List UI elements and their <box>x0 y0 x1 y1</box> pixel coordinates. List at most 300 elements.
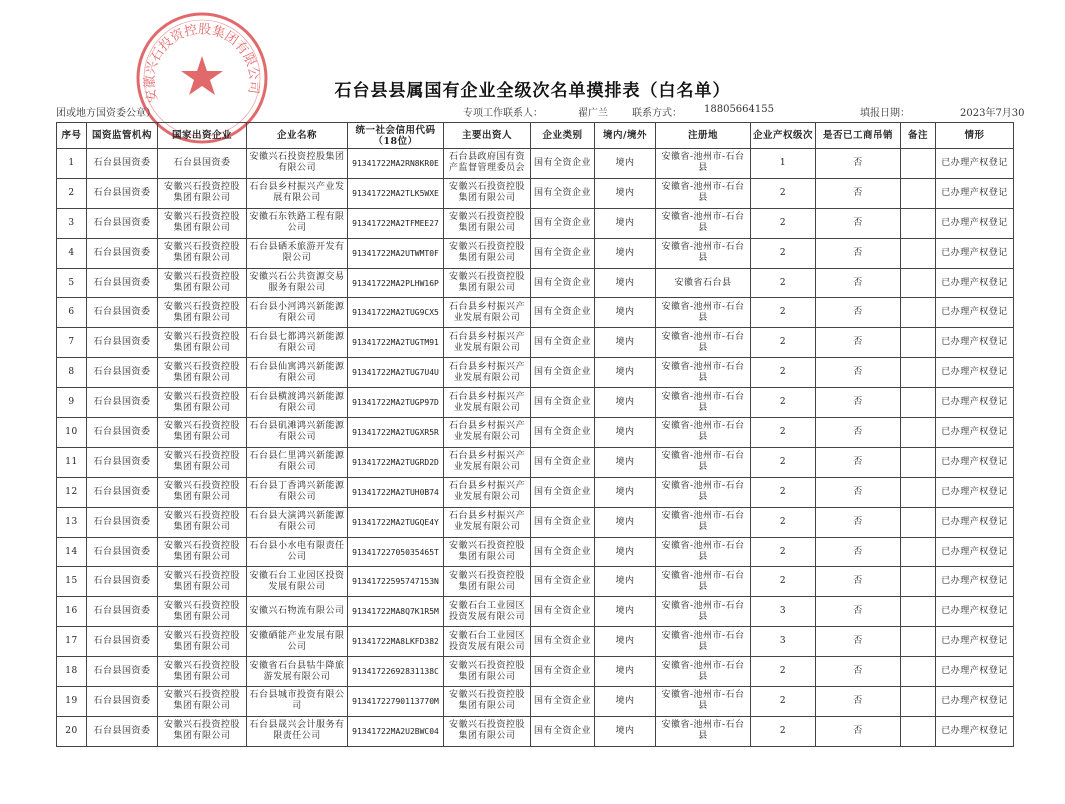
cell-ownership-level: 2 <box>751 298 816 328</box>
cell-status: 已办理产权登记 <box>936 358 1014 388</box>
header-supervisor: 国资监管机构 <box>87 123 158 149</box>
cell-supervisor: 石台县国资委 <box>87 657 158 687</box>
cell-supervisor: 石台县国资委 <box>87 627 158 657</box>
enterprise-table <box>56 122 1014 747</box>
table-row <box>57 418 1014 448</box>
cell-enterprise-name: 石台县丁香鸿兴新能源有限公司 <box>247 477 348 507</box>
cell-enterprise-name: 安徽石台工业园区投资发展有限公司 <box>247 567 348 597</box>
cell-enterprise-type: 国有全资企业 <box>531 298 595 328</box>
cell-enterprise-name: 石台县乡村振兴产业发展有限公司 <box>247 178 348 208</box>
cell-status: 已办理产权登记 <box>936 388 1014 418</box>
cell-enterprise-name: 安徽硒能产业发展有限公司 <box>247 627 348 657</box>
cell-status: 已办理产权登记 <box>936 597 1014 627</box>
cell-revoked: 否 <box>816 447 901 477</box>
cell-enterprise-type: 国有全资企业 <box>531 477 595 507</box>
cell-main-investor: 安徽兴石投资控股集团有限公司 <box>444 178 531 208</box>
cell-enterprise-type: 国有全资企业 <box>531 597 595 627</box>
cell-domestic-overseas: 境内 <box>595 238 656 268</box>
cell-supervisor: 石台县国资委 <box>87 358 158 388</box>
cell-supervisor: 石台县国资委 <box>87 597 158 627</box>
header-status: 情形 <box>936 123 1014 149</box>
cell-status: 已办理产权登记 <box>936 627 1014 657</box>
table-row <box>57 657 1014 687</box>
cell-index: 2 <box>57 178 87 208</box>
cell-main-investor: 安徽兴石投资控股集团有限公司 <box>444 716 531 746</box>
cell-revoked: 否 <box>816 537 901 567</box>
table-row <box>57 477 1014 507</box>
cell-supervisor: 石台县国资委 <box>87 208 158 238</box>
cell-enterprise-type: 国有全资企业 <box>531 657 595 687</box>
cell-status: 已办理产权登记 <box>936 507 1014 537</box>
cell-index: 18 <box>57 657 87 687</box>
cell-enterprise-name: 石台县晟兴会计服务有限责任公司 <box>247 716 348 746</box>
cell-remarks <box>901 178 936 208</box>
cell-domestic-overseas: 境内 <box>595 657 656 687</box>
cell-revoked: 否 <box>816 687 901 717</box>
cell-investing-enterprise: 安徽兴石投资控股集团有限公司 <box>158 208 247 238</box>
phone-label: 联系方式： <box>632 108 682 119</box>
cell-credit-code: 91341722MA2TUGXR5R <box>348 418 444 448</box>
cell-credit-code: 91341722MA2TUG9CX5 <box>348 298 444 328</box>
cell-revoked: 否 <box>816 418 901 448</box>
cell-revoked: 否 <box>816 268 901 298</box>
cell-credit-code: 91341722MA2PLHW16P <box>348 268 444 298</box>
cell-investing-enterprise: 安徽兴石投资控股集团有限公司 <box>158 567 247 597</box>
report-date: 2023年7月30 <box>960 108 1025 119</box>
cell-registered-address: 安徽省-池州市-石台县 <box>656 567 751 597</box>
table-row <box>57 149 1014 179</box>
cell-investing-enterprise: 安徽兴石投资控股集团有限公司 <box>158 238 247 268</box>
header-credit-code: 统一社会信用代码（18位） <box>348 123 444 149</box>
cell-status: 已办理产权登记 <box>936 687 1014 717</box>
table-row <box>57 178 1014 208</box>
cell-revoked: 否 <box>816 298 901 328</box>
cell-credit-code: 91341722595747153N <box>348 567 444 597</box>
cell-status: 已办理产权登记 <box>936 418 1014 448</box>
cell-enterprise-type: 国有全资企业 <box>531 507 595 537</box>
cell-main-investor: 石台县乡村振兴产业发展有限公司 <box>444 447 531 477</box>
cell-ownership-level: 2 <box>751 507 816 537</box>
cell-main-investor: 石台县乡村振兴产业发展有限公司 <box>444 418 531 448</box>
header-ownership-level: 企业产权级次 <box>751 123 816 149</box>
cell-domestic-overseas: 境内 <box>595 388 656 418</box>
cell-registered-address: 安徽省-池州市-石台县 <box>656 298 751 328</box>
cell-registered-address: 安徽省-池州市-石台县 <box>656 716 751 746</box>
cell-domestic-overseas: 境内 <box>595 149 656 179</box>
cell-domestic-overseas: 境内 <box>595 328 656 358</box>
cell-investing-enterprise: 安徽兴石投资控股集团有限公司 <box>158 298 247 328</box>
cell-domestic-overseas: 境内 <box>595 268 656 298</box>
cell-status: 已办理产权登记 <box>936 238 1014 268</box>
cell-credit-code: 91341722MA2TUGP97D <box>348 388 444 418</box>
cell-ownership-level: 2 <box>751 537 816 567</box>
table-row <box>57 238 1014 268</box>
cell-remarks <box>901 687 936 717</box>
page-title: 石台县县属国有企业全级次名单摸排表（白名单） <box>334 81 731 101</box>
cell-main-investor: 石台县政府国有资产监督管理委员会 <box>444 149 531 179</box>
cell-domestic-overseas: 境内 <box>595 627 656 657</box>
cell-enterprise-type: 国有全资企业 <box>531 627 595 657</box>
cell-enterprise-type: 国有全资企业 <box>531 537 595 567</box>
cell-enterprise-type: 国有全资企业 <box>531 447 595 477</box>
cell-investing-enterprise: 安徽兴石投资控股集团有限公司 <box>158 178 247 208</box>
cell-registered-address: 安徽省-池州市-石台县 <box>656 597 751 627</box>
cell-domestic-overseas: 境内 <box>595 298 656 328</box>
cell-status: 已办理产权登记 <box>936 268 1014 298</box>
cell-remarks <box>901 447 936 477</box>
cell-enterprise-type: 国有全资企业 <box>531 238 595 268</box>
cell-credit-code: 91341722MA2TUH0B74 <box>348 477 444 507</box>
cell-credit-code: 91341722MA2TFMEE27 <box>348 208 444 238</box>
cell-credit-code: 913417227050354​65T <box>348 537 444 567</box>
cell-revoked: 否 <box>816 597 901 627</box>
cell-supervisor: 石台县国资委 <box>87 298 158 328</box>
cell-registered-address: 安徽省石台县 <box>656 268 751 298</box>
cell-supervisor: 石台县国资委 <box>87 447 158 477</box>
cell-domestic-overseas: 境内 <box>595 716 656 746</box>
header-index: 序号 <box>57 123 87 149</box>
cell-registered-address: 安徽省-池州市-石台县 <box>656 238 751 268</box>
cell-revoked: 否 <box>816 388 901 418</box>
cell-remarks <box>901 716 936 746</box>
cell-enterprise-name: 石台县矶滩鸿兴新能源有限公司 <box>247 418 348 448</box>
cell-credit-code: 91341722MA8Q7K1R5M <box>348 597 444 627</box>
cell-registered-address: 安徽省-池州市-石台县 <box>656 418 751 448</box>
cell-credit-code: 91341722692831138C <box>348 657 444 687</box>
org-seal-label: 团或地方国资委公章） <box>56 108 156 119</box>
cell-remarks <box>901 388 936 418</box>
table-header-row <box>57 123 1014 149</box>
cell-investing-enterprise: 安徽兴石投资控股集团有限公司 <box>158 477 247 507</box>
cell-main-investor: 石台县乡村振兴产业发展有限公司 <box>444 507 531 537</box>
cell-registered-address: 安徽省-池州市-石台县 <box>656 657 751 687</box>
cell-revoked: 否 <box>816 716 901 746</box>
cell-credit-code: 91341722MA2TUGRD2D <box>348 447 444 477</box>
cell-credit-code: 91341722790113770M <box>348 687 444 717</box>
cell-ownership-level: 2 <box>751 567 816 597</box>
cell-main-investor: 安徽兴石投资控股集团有限公司 <box>444 537 531 567</box>
cell-credit-code: 91341722MA8LKFD382 <box>348 627 444 657</box>
cell-registered-address: 安徽省-池州市-石台县 <box>656 208 751 238</box>
cell-registered-address: 安徽省-池州市-石台县 <box>656 328 751 358</box>
cell-revoked: 否 <box>816 627 901 657</box>
cell-credit-code: 91341722MA2TUG7U4U <box>348 358 444 388</box>
table-row <box>57 358 1014 388</box>
cell-investing-enterprise: 安徽兴石投资控股集团有限公司 <box>158 597 247 627</box>
svg-text:安徽兴石投资控股集团有限公司: 安徽兴石投资控股集团有限公司 <box>142 22 262 104</box>
cell-registered-address: 安徽省-池州市-石台县 <box>656 507 751 537</box>
cell-revoked: 否 <box>816 358 901 388</box>
cell-remarks <box>901 657 936 687</box>
cell-revoked: 否 <box>816 149 901 179</box>
cell-status: 已办理产权登记 <box>936 298 1014 328</box>
table-row <box>57 716 1014 746</box>
cell-enterprise-type: 国有全资企业 <box>531 149 595 179</box>
cell-domestic-overseas: 境内 <box>595 178 656 208</box>
cell-ownership-level: 2 <box>751 268 816 298</box>
cell-investing-enterprise: 安徽兴石投资控股集团有限公司 <box>158 537 247 567</box>
cell-revoked: 否 <box>816 178 901 208</box>
cell-enterprise-name: 石台县仁里鸿兴新能源有限公司 <box>247 447 348 477</box>
cell-main-investor: 安徽兴石投资控股集团有限公司 <box>444 567 531 597</box>
cell-status: 已办理产权登记 <box>936 537 1014 567</box>
cell-ownership-level: 2 <box>751 238 816 268</box>
cell-index: 15 <box>57 567 87 597</box>
cell-enterprise-name: 石台县横渡鸿兴新能源有限公司 <box>247 388 348 418</box>
cell-registered-address: 安徽省-池州市-石台县 <box>656 388 751 418</box>
table-row <box>57 388 1014 418</box>
cell-enterprise-type: 国有全资企业 <box>531 687 595 717</box>
cell-ownership-level: 1 <box>751 149 816 179</box>
cell-index: 12 <box>57 477 87 507</box>
table-row <box>57 328 1014 358</box>
cell-enterprise-type: 国有全资企业 <box>531 418 595 448</box>
cell-main-investor: 石台县乡村振兴产业发展有限公司 <box>444 388 531 418</box>
cell-enterprise-name: 安徽兴石物流有限公司 <box>247 597 348 627</box>
cell-ownership-level: 2 <box>751 328 816 358</box>
cell-revoked: 否 <box>816 238 901 268</box>
cell-index: 17 <box>57 627 87 657</box>
cell-remarks <box>901 597 936 627</box>
cell-investing-enterprise: 安徽兴石投资控股集团有限公司 <box>158 687 247 717</box>
cell-supervisor: 石台县国资委 <box>87 716 158 746</box>
cell-main-investor: 安徽兴石投资控股集团有限公司 <box>444 657 531 687</box>
cell-revoked: 否 <box>816 657 901 687</box>
table-row <box>57 208 1014 238</box>
cell-remarks <box>901 238 936 268</box>
cell-index: 5 <box>57 268 87 298</box>
cell-remarks <box>901 298 936 328</box>
cell-remarks <box>901 328 936 358</box>
cell-supervisor: 石台县国资委 <box>87 687 158 717</box>
cell-ownership-level: 2 <box>751 208 816 238</box>
cell-investing-enterprise: 安徽兴石投资控股集团有限公司 <box>158 268 247 298</box>
cell-supervisor: 石台县国资委 <box>87 328 158 358</box>
cell-index: 8 <box>57 358 87 388</box>
cell-supervisor: 石台县国资委 <box>87 178 158 208</box>
cell-credit-code: 91341722MA2U2BWC04 <box>348 716 444 746</box>
cell-revoked: 否 <box>816 567 901 597</box>
cell-ownership-level: 2 <box>751 716 816 746</box>
cell-index: 3 <box>57 208 87 238</box>
cell-index: 6 <box>57 298 87 328</box>
cell-enterprise-type: 国有全资企业 <box>531 567 595 597</box>
cell-remarks <box>901 477 936 507</box>
cell-enterprise-name: 石台县城市投资有限公司 <box>247 687 348 717</box>
cell-ownership-level: 2 <box>751 687 816 717</box>
cell-registered-address: 安徽省-池州市-石台县 <box>656 447 751 477</box>
cell-revoked: 否 <box>816 507 901 537</box>
cell-supervisor: 石台县国资委 <box>87 567 158 597</box>
cell-revoked: 否 <box>816 477 901 507</box>
cell-enterprise-name: 石台县小河鸿兴新能源有限公司 <box>247 298 348 328</box>
cell-ownership-level: 2 <box>751 447 816 477</box>
cell-enterprise-type: 国有全资企业 <box>531 268 595 298</box>
cell-main-investor: 石台县乡村振兴产业发展有限公司 <box>444 477 531 507</box>
cell-investing-enterprise: 安徽兴石投资控股集团有限公司 <box>158 358 247 388</box>
cell-remarks <box>901 537 936 567</box>
cell-investing-enterprise: 安徽兴石投资控股集团有限公司 <box>158 418 247 448</box>
cell-status: 已办理产权登记 <box>936 657 1014 687</box>
cell-remarks <box>901 418 936 448</box>
table-row <box>57 627 1014 657</box>
cell-supervisor: 石台县国资委 <box>87 238 158 268</box>
cell-supervisor: 石台县国资委 <box>87 149 158 179</box>
cell-status: 已办理产权登记 <box>936 716 1014 746</box>
header-main-investor: 主要出资人 <box>444 123 531 149</box>
contact-label: 专项工作联系人： <box>463 108 543 119</box>
cell-status: 已办理产权登记 <box>936 178 1014 208</box>
cell-domestic-overseas: 境内 <box>595 418 656 448</box>
cell-index: 9 <box>57 388 87 418</box>
table-row <box>57 537 1014 567</box>
cell-enterprise-name: 石台县小水电有限责任公司 <box>247 537 348 567</box>
cell-index: 10 <box>57 418 87 448</box>
cell-main-investor: 石台县乡村振兴产业发展有限公司 <box>444 328 531 358</box>
cell-index: 20 <box>57 716 87 746</box>
header-registered-address: 注册地 <box>656 123 751 149</box>
table-row <box>57 687 1014 717</box>
header-remarks: 备注 <box>901 123 936 149</box>
cell-investing-enterprise: 安徽兴石投资控股集团有限公司 <box>158 507 247 537</box>
table-row <box>57 567 1014 597</box>
cell-domestic-overseas: 境内 <box>595 447 656 477</box>
cell-registered-address: 安徽省-池州市-石台县 <box>656 687 751 717</box>
cell-supervisor: 石台县国资委 <box>87 418 158 448</box>
cell-investing-enterprise: 安徽兴石投资控股集团有限公司 <box>158 388 247 418</box>
cell-remarks <box>901 268 936 298</box>
cell-index: 14 <box>57 537 87 567</box>
header-domestic-overseas: 境内/境外 <box>595 123 656 149</box>
cell-enterprise-name: 安徽兴石投资控股集团有限公司 <box>247 149 348 179</box>
cell-index: 19 <box>57 687 87 717</box>
table-row <box>57 507 1014 537</box>
cell-revoked: 否 <box>816 208 901 238</box>
cell-domestic-overseas: 境内 <box>595 507 656 537</box>
cell-index: 11 <box>57 447 87 477</box>
cell-main-investor: 石台县乡村振兴产业发展有限公司 <box>444 298 531 328</box>
cell-registered-address: 安徽省-池州市-石台县 <box>656 477 751 507</box>
cell-domestic-overseas: 境内 <box>595 208 656 238</box>
cell-main-investor: 石台县乡村振兴产业发展有限公司 <box>444 358 531 388</box>
date-label: 填报日期： <box>860 108 910 119</box>
cell-ownership-level: 2 <box>751 418 816 448</box>
cell-credit-code: 91341722MA2TUGQE4Y <box>348 507 444 537</box>
cell-ownership-level: 3 <box>751 597 816 627</box>
cell-enterprise-name: 石台县仙寓鸿兴新能源有限公司 <box>247 358 348 388</box>
cell-enterprise-type: 国有全资企业 <box>531 388 595 418</box>
cell-enterprise-type: 国有全资企业 <box>531 328 595 358</box>
cell-credit-code: 91341722MA2UTWMT0F <box>348 238 444 268</box>
cell-ownership-level: 2 <box>751 477 816 507</box>
cell-main-investor: 安徽兴石投资控股集团有限公司 <box>444 268 531 298</box>
cell-supervisor: 石台县国资委 <box>87 507 158 537</box>
cell-main-investor: 安徽石台工业园区投资发展有限公司 <box>444 627 531 657</box>
cell-enterprise-type: 国有全资企业 <box>531 358 595 388</box>
cell-remarks <box>901 149 936 179</box>
cell-ownership-level: 3 <box>751 627 816 657</box>
cell-registered-address: 安徽省-池州市-石台县 <box>656 537 751 567</box>
cell-enterprise-name: 石台县七都鸿兴新能源有限公司 <box>247 328 348 358</box>
cell-main-investor: 安徽兴石投资控股集团有限公司 <box>444 238 531 268</box>
cell-remarks <box>901 627 936 657</box>
cell-enterprise-name: 安徽省石台县牯牛降旅游发展有限公司 <box>247 657 348 687</box>
cell-status: 已办理产权登记 <box>936 208 1014 238</box>
cell-supervisor: 石台县国资委 <box>87 268 158 298</box>
cell-credit-code: 91341722MA2TLK5WXE <box>348 178 444 208</box>
cell-enterprise-name: 安徽石东铁路工程有限公司 <box>247 208 348 238</box>
cell-index: 16 <box>57 597 87 627</box>
cell-investing-enterprise: 安徽兴石投资控股集团有限公司 <box>158 328 247 358</box>
cell-status: 已办理产权登记 <box>936 477 1014 507</box>
header-enterprise-name: 企业名称 <box>247 123 348 149</box>
cell-domestic-overseas: 境内 <box>595 477 656 507</box>
cell-supervisor: 石台县国资委 <box>87 537 158 567</box>
cell-status: 已办理产权登记 <box>936 328 1014 358</box>
cell-remarks <box>901 358 936 388</box>
cell-ownership-level: 2 <box>751 178 816 208</box>
cell-enterprise-name: 安徽兴石公共资源交易服务有限公司 <box>247 268 348 298</box>
cell-registered-address: 安徽省-池州市-石台县 <box>656 358 751 388</box>
cell-registered-address: 安徽省-池州市-石台县 <box>656 627 751 657</box>
cell-investing-enterprise: 安徽兴石投资控股集团有限公司 <box>158 716 247 746</box>
cell-investing-enterprise: 安徽兴石投资控股集团有限公司 <box>158 447 247 477</box>
cell-main-investor: 安徽石台工业园区投资发展有限公司 <box>444 597 531 627</box>
cell-enterprise-name: 石台县大演鸿兴新能源有限公司 <box>247 507 348 537</box>
cell-ownership-level: 2 <box>751 657 816 687</box>
cell-enterprise-type: 国有全资企业 <box>531 178 595 208</box>
cell-remarks <box>901 567 936 597</box>
cell-domestic-overseas: 境内 <box>595 537 656 567</box>
cell-index: 1 <box>57 149 87 179</box>
cell-index: 7 <box>57 328 87 358</box>
cell-domestic-overseas: 境内 <box>595 687 656 717</box>
header-enterprise-type: 企业类别 <box>531 123 595 149</box>
cell-index: 13 <box>57 507 87 537</box>
cell-supervisor: 石台县国资委 <box>87 388 158 418</box>
contact-name: 翟广兰 <box>578 108 608 119</box>
cell-status: 已办理产权登记 <box>936 447 1014 477</box>
table-row <box>57 268 1014 298</box>
cell-main-investor: 安徽兴石投资控股集团有限公司 <box>444 208 531 238</box>
cell-investing-enterprise: 安徽兴石投资控股集团有限公司 <box>158 657 247 687</box>
cell-enterprise-type: 国有全资企业 <box>531 208 595 238</box>
cell-registered-address: 安徽省-池州市-石台县 <box>656 149 751 179</box>
table-row <box>57 597 1014 627</box>
cell-remarks <box>901 507 936 537</box>
table-row <box>57 447 1014 477</box>
cell-registered-address: 安徽省-池州市-石台县 <box>656 178 751 208</box>
cell-domestic-overseas: 境内 <box>595 567 656 597</box>
header-revoked: 是否已工商吊销 <box>816 123 901 149</box>
cell-index: 4 <box>57 238 87 268</box>
cell-domestic-overseas: 境内 <box>595 597 656 627</box>
cell-ownership-level: 2 <box>751 358 816 388</box>
cell-enterprise-type: 国有全资企业 <box>531 716 595 746</box>
cell-status: 已办理产权登记 <box>936 567 1014 597</box>
cell-supervisor: 石台县国资委 <box>87 477 158 507</box>
cell-main-investor: 安徽兴石投资控股集团有限公司 <box>444 687 531 717</box>
cell-revoked: 否 <box>816 328 901 358</box>
cell-investing-enterprise: 石台县国资委 <box>158 149 247 179</box>
cell-status: 已办理产权登记 <box>936 149 1014 179</box>
cell-remarks <box>901 208 936 238</box>
table-row <box>57 298 1014 328</box>
header-investing-enterprise: 国家出资企业 <box>158 123 247 149</box>
cell-credit-code: 91341722MA2RN8KR0E <box>348 149 444 179</box>
cell-investing-enterprise: 安徽兴石投资控股集团有限公司 <box>158 627 247 657</box>
cell-domestic-overseas: 境内 <box>595 358 656 388</box>
